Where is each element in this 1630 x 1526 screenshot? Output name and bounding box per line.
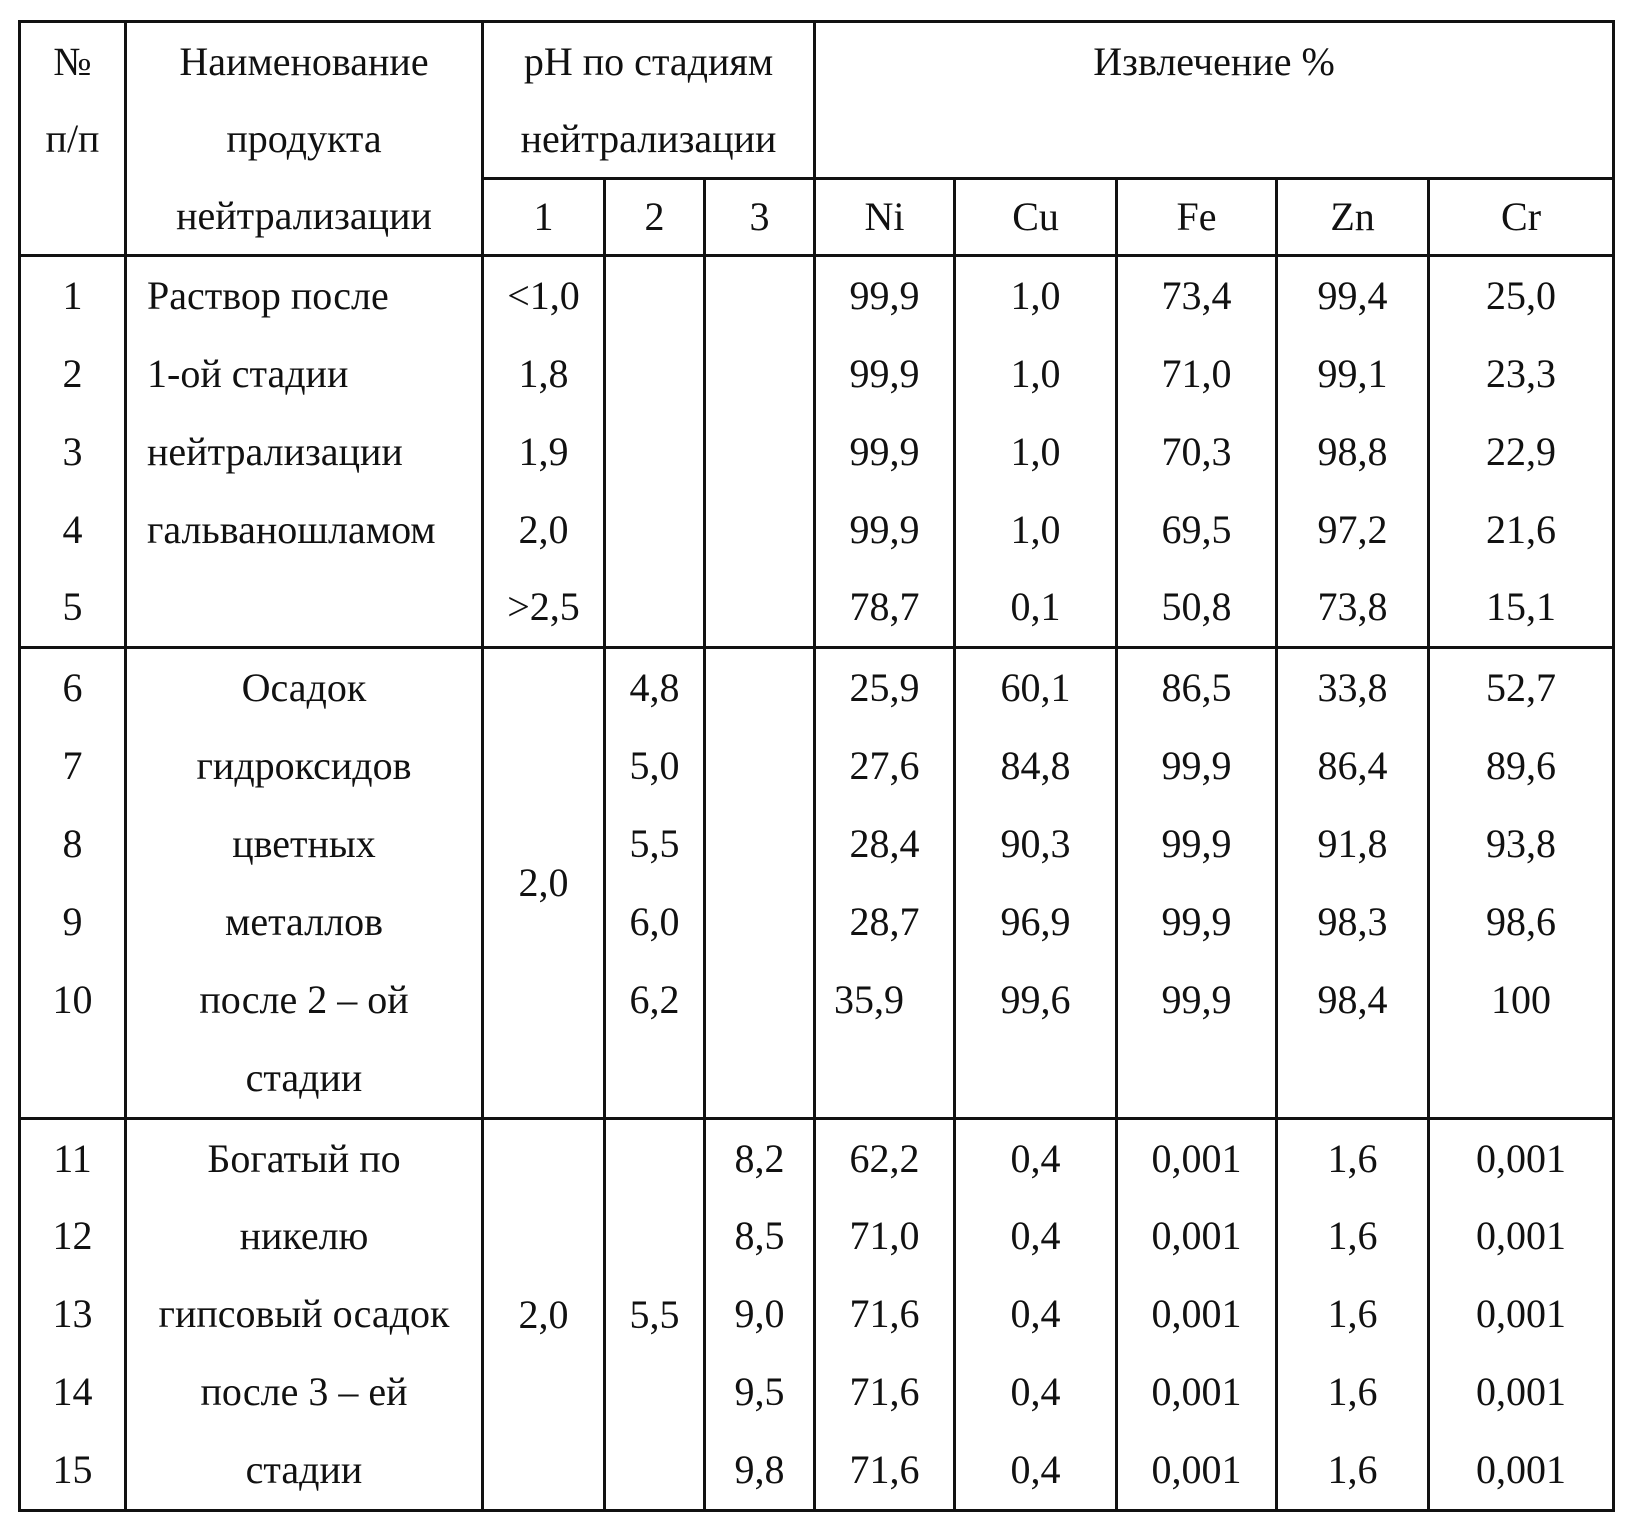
cu-value: 1,0 (955, 491, 1117, 569)
row-num: 12 (20, 1197, 126, 1275)
header-ph-line1: pH по стадиям (484, 23, 813, 100)
ni-value: 25,9 (815, 648, 955, 727)
zn-value: 86,4 (1277, 727, 1429, 805)
cr-value: 89,6 (1429, 727, 1614, 805)
cr-value: 100 (1429, 961, 1614, 1039)
product-name-line: Богатый по (126, 1118, 483, 1197)
table-row (20, 1275, 1614, 1353)
product-name-line: Осадок (126, 648, 483, 727)
ph-stage-1: 1,8 (483, 335, 605, 413)
group-gypsum-precipitate (20, 1118, 1614, 1510)
ni-value: 71,6 (815, 1431, 955, 1510)
ph-stage-3 (705, 961, 815, 1039)
ni-value: 71,6 (815, 1275, 955, 1353)
row-num: 5 (20, 568, 126, 647)
group-hydroxide-precipitate (20, 648, 1614, 1118)
cr-value: 25,0 (1429, 256, 1614, 335)
ph-stage-3: 9,8 (705, 1431, 815, 1510)
zn-value: 1,6 (1277, 1118, 1429, 1197)
ph-stage-1: <1,0 (483, 256, 605, 335)
row-num: 10 (20, 961, 126, 1039)
cu-value: 0,4 (955, 1275, 1117, 1353)
ph-stage-1: 1,9 (483, 413, 605, 491)
cu-value: 0,1 (955, 568, 1117, 647)
product-name-line: никелю (126, 1197, 483, 1275)
row-num: 3 (20, 413, 126, 491)
fe-value: 0,001 (1117, 1431, 1277, 1510)
ph-stage-2: 5,0 (605, 727, 705, 805)
fe-value: 0,001 (1117, 1353, 1277, 1431)
ni-value: 71,0 (815, 1197, 955, 1275)
cu-value: 90,3 (955, 805, 1117, 883)
ph-stage-3: 8,2 (705, 1118, 815, 1197)
cr-value: 23,3 (1429, 335, 1614, 413)
zn-value: 91,8 (1277, 805, 1429, 883)
fe-value: 0,001 (1117, 1118, 1277, 1197)
cu-value: 0,4 (955, 1353, 1117, 1431)
ni-value: 28,7 (815, 883, 955, 961)
ph-stage-3: 9,5 (705, 1353, 815, 1431)
table-row (20, 648, 1614, 727)
table-row (20, 1197, 1614, 1275)
empty-cell (705, 1039, 815, 1118)
ph-stage-1-merged: 2,0 (483, 1118, 605, 1510)
zn-value: 99,4 (1277, 256, 1429, 335)
table-row (20, 1353, 1614, 1431)
product-name-line: гальваношламом (126, 491, 483, 569)
zn-value: 33,8 (1277, 648, 1429, 727)
header-num-line2: п/п (21, 100, 124, 177)
product-name-line (126, 568, 483, 647)
fe-value: 50,8 (1117, 568, 1277, 647)
header-name-line2: продукта (127, 100, 481, 177)
ni-value: 99,9 (815, 335, 955, 413)
ph-stage-2: 6,0 (605, 883, 705, 961)
fe-value: 0,001 (1117, 1197, 1277, 1275)
zn-value: 97,2 (1277, 491, 1429, 569)
ph-stage-3 (705, 413, 815, 491)
row-num: 1 (20, 256, 126, 335)
row-num: 8 (20, 805, 126, 883)
header-metal-fe: Fe (1117, 179, 1277, 256)
zn-value: 73,8 (1277, 568, 1429, 647)
cr-value: 15,1 (1429, 568, 1614, 647)
row-num: 6 (20, 648, 126, 727)
cr-value: 0,001 (1429, 1197, 1614, 1275)
row-num: 11 (20, 1118, 126, 1197)
table-row-continuation (20, 1039, 1614, 1118)
empty-cell (605, 1039, 705, 1118)
cr-value: 0,001 (1429, 1353, 1614, 1431)
ph-stage-3 (705, 727, 815, 805)
header-extraction (815, 22, 1614, 179)
zn-value: 98,3 (1277, 883, 1429, 961)
ph-stage-3 (705, 568, 815, 647)
ph-stage-2 (605, 256, 705, 335)
ni-value: 99,9 (815, 491, 955, 569)
header-ph-stages (483, 22, 815, 179)
ni-value: 78,7 (815, 568, 955, 647)
zn-value: 98,8 (1277, 413, 1429, 491)
empty-cell (1117, 1039, 1277, 1118)
fe-value: 86,5 (1117, 648, 1277, 727)
row-num: 15 (20, 1431, 126, 1510)
header-metal-ni: Ni (815, 179, 955, 256)
product-name-line: стадии (126, 1039, 483, 1118)
ph-stage-2 (605, 491, 705, 569)
ph-stage-2: 5,5 (605, 805, 705, 883)
product-name-line: металлов (126, 883, 483, 961)
fe-value: 70,3 (1117, 413, 1277, 491)
cr-value: 0,001 (1429, 1118, 1614, 1197)
table-row (20, 1118, 1614, 1197)
table-row (20, 335, 1614, 413)
empty-cell (815, 1039, 955, 1118)
ph-stage-3: 9,0 (705, 1275, 815, 1353)
cu-value: 0,4 (955, 1197, 1117, 1275)
cu-value: 1,0 (955, 335, 1117, 413)
table-row (20, 568, 1614, 647)
ph-stage-3 (705, 335, 815, 413)
table-row (20, 883, 1614, 961)
row-num: 13 (20, 1275, 126, 1353)
cu-value: 1,0 (955, 256, 1117, 335)
product-name-line: цветных (126, 805, 483, 883)
header-ph-stage-1: 1 (483, 179, 605, 256)
cr-value: 21,6 (1429, 491, 1614, 569)
cu-value: 60,1 (955, 648, 1117, 727)
ph-stage-3 (705, 883, 815, 961)
table-row (20, 961, 1614, 1039)
ph-stage-1: >2,5 (483, 568, 605, 647)
extraction-table (18, 20, 1615, 1512)
zn-value: 1,6 (1277, 1353, 1429, 1431)
ph-stage-1-merged: 2,0 (483, 648, 605, 1118)
header-name-line3: нейтрализации (127, 177, 481, 254)
fe-value: 0,001 (1117, 1275, 1277, 1353)
header-metal-cr: Cr (1429, 179, 1614, 256)
ni-value: 99,9 (815, 413, 955, 491)
zn-value: 1,6 (1277, 1197, 1429, 1275)
product-name-line: гидроксидов (126, 727, 483, 805)
header-metal-zn: Zn (1277, 179, 1429, 256)
row-num-empty (20, 1039, 126, 1118)
cu-value: 1,0 (955, 413, 1117, 491)
product-name-line: Раствор после (126, 256, 483, 335)
fe-value: 71,0 (1117, 335, 1277, 413)
header-ph-line2: нейтрализации (484, 100, 813, 177)
zn-value: 1,6 (1277, 1431, 1429, 1510)
cr-value: 93,8 (1429, 805, 1614, 883)
ni-value: 99,9 (815, 256, 955, 335)
cr-value: 0,001 (1429, 1275, 1614, 1353)
table-row (20, 1431, 1614, 1510)
row-num: 9 (20, 883, 126, 961)
ph-stage-1: 2,0 (483, 491, 605, 569)
header-num (20, 22, 126, 256)
empty-cell (955, 1039, 1117, 1118)
ph-stage-2 (605, 335, 705, 413)
ph-stage-2-merged: 5,5 (605, 1118, 705, 1510)
product-name-line: 1-ой стадии (126, 335, 483, 413)
product-name-line: гипсовый осадок (126, 1275, 483, 1353)
ph-stage-3 (705, 648, 815, 727)
table-row (20, 805, 1614, 883)
ni-value: 27,6 (815, 727, 955, 805)
table-row (20, 256, 1614, 335)
header-product-name (126, 22, 483, 256)
fe-value: 99,9 (1117, 961, 1277, 1039)
ph-stage-3 (705, 805, 815, 883)
header-num-line1: № (21, 23, 124, 100)
table-row (20, 491, 1614, 569)
cu-value: 0,4 (955, 1118, 1117, 1197)
ph-stage-2: 6,2 (605, 961, 705, 1039)
cu-value: 99,6 (955, 961, 1117, 1039)
product-name-line: после 3 – ей (126, 1353, 483, 1431)
empty-cell (1429, 1039, 1614, 1118)
zn-value: 1,6 (1277, 1275, 1429, 1353)
header-ph-stage-2: 2 (605, 179, 705, 256)
ni-value: 28,4 (815, 805, 955, 883)
ph-stage-3 (705, 256, 815, 335)
header-metal-cu: Cu (955, 179, 1117, 256)
product-name-line: нейтрализации (126, 413, 483, 491)
fe-value: 99,9 (1117, 805, 1277, 883)
zn-value: 99,1 (1277, 335, 1429, 413)
zn-value: 98,4 (1277, 961, 1429, 1039)
row-num: 7 (20, 727, 126, 805)
product-name-line: стадии (126, 1431, 483, 1510)
row-num: 2 (20, 335, 126, 413)
ph-stage-2 (605, 413, 705, 491)
product-name-line: после 2 – ой (126, 961, 483, 1039)
empty-cell (1277, 1039, 1429, 1118)
table-row (20, 727, 1614, 805)
table-row (20, 413, 1614, 491)
row-num: 4 (20, 491, 126, 569)
ph-stage-2: 4,8 (605, 648, 705, 727)
header-extraction-text: Извлечение % (816, 23, 1612, 100)
cr-value: 22,9 (1429, 413, 1614, 491)
fe-value: 99,9 (1117, 883, 1277, 961)
ni-value: 62,2 (815, 1118, 955, 1197)
cu-value: 84,8 (955, 727, 1117, 805)
row-num: 14 (20, 1353, 126, 1431)
cr-value: 52,7 (1429, 648, 1614, 727)
cr-value: 98,6 (1429, 883, 1614, 961)
group-solution (20, 256, 1614, 648)
ni-value: 35,9 (815, 961, 955, 1039)
fe-value: 73,4 (1117, 256, 1277, 335)
fe-value: 99,9 (1117, 727, 1277, 805)
header-ph-stage-3: 3 (705, 179, 815, 256)
ph-stage-3 (705, 491, 815, 569)
ph-stage-2 (605, 568, 705, 647)
header-name-line1: Наименование (127, 23, 481, 100)
ni-value: 71,6 (815, 1353, 955, 1431)
cr-value: 0,001 (1429, 1431, 1614, 1510)
ph-stage-3: 8,5 (705, 1197, 815, 1275)
cu-value: 96,9 (955, 883, 1117, 961)
fe-value: 69,5 (1117, 491, 1277, 569)
cu-value: 0,4 (955, 1431, 1117, 1510)
